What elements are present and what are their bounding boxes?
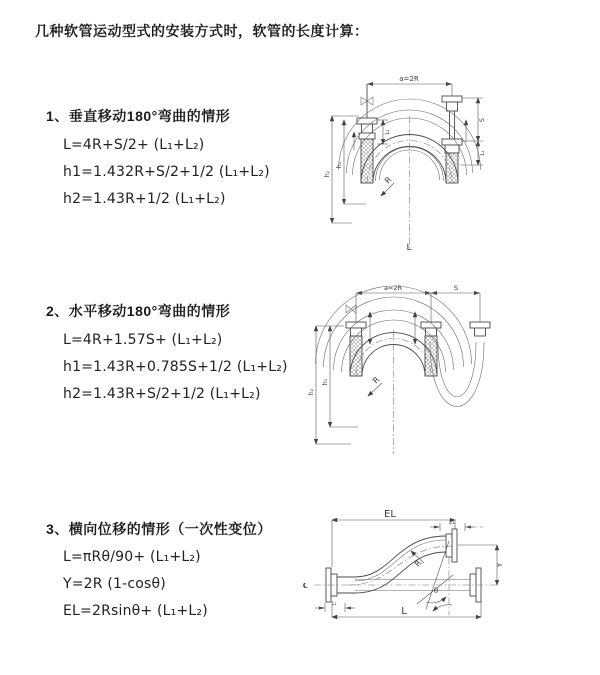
section1-formula-L: L=4R+S/2+ (L₁+L₂) bbox=[63, 137, 205, 153]
dim-label-radius: R bbox=[383, 175, 394, 186]
section2-formula-h2: h2=1.43R+S/2+1/2 (L₁+L₂) bbox=[63, 386, 261, 402]
dim-label-l1-right: L₁ bbox=[480, 150, 486, 156]
dim-label-h2: h₂ bbox=[308, 388, 315, 396]
dim-label-el: EL bbox=[384, 509, 396, 520]
section2-formula-L: L=4R+1.57S+ (L₁+L₂) bbox=[63, 332, 223, 348]
diagram-lateral-displacement bbox=[300, 505, 600, 645]
section1-heading: 1、垂直移动180°弯曲的情形 bbox=[46, 108, 231, 124]
dim-label-length: L bbox=[406, 243, 412, 253]
dim-label-theta: θ bbox=[433, 587, 439, 595]
dim-label-h1: h₁ bbox=[336, 161, 343, 169]
dim-label-s: S bbox=[478, 117, 486, 123]
section2-heading: 2、水平移动180°弯曲的情形 bbox=[46, 303, 231, 319]
section3-heading: 3、横向位移的情形（一次性变位） bbox=[46, 521, 272, 537]
dim-label-s: S bbox=[453, 284, 459, 292]
dim-label-l1-top: L₁ bbox=[449, 519, 455, 526]
braided-hose-section bbox=[350, 336, 362, 376]
braided-hose-section bbox=[361, 139, 373, 183]
braided-hose-section bbox=[425, 336, 437, 376]
section1-formula-h2: h2=1.43R+1/2 (L₁+L₂) bbox=[63, 191, 226, 207]
dim-label-a2r: a=2R bbox=[383, 284, 403, 292]
section3-formula-L: L=πRθ/90+ (L₁+L₂) bbox=[63, 549, 201, 565]
section3-formula-Y: Y=2R (1-cosθ) bbox=[63, 576, 166, 592]
diagram-vertical-180-bend bbox=[310, 70, 575, 260]
dim-label-radius: R bbox=[371, 375, 382, 386]
dim-label-l1-left: L₁ bbox=[331, 601, 337, 607]
diagram-horizontal-180-bend bbox=[306, 282, 576, 467]
centerline-symbol: ℄ bbox=[303, 582, 308, 590]
section1-formula-h1: h1=1.432R+S/2+1/2 (L₁+L₂) bbox=[63, 164, 270, 180]
section3-formula-EL: EL=2Rsinθ+ (L₁+L₂) bbox=[63, 603, 208, 619]
dim-label-l1-left: L₁ bbox=[385, 129, 391, 135]
dim-label-length: L bbox=[401, 606, 407, 617]
dim-label-radius: R bbox=[412, 558, 424, 569]
dim-label-h1: h₁ bbox=[322, 378, 329, 386]
dim-label-y: Y bbox=[496, 562, 504, 568]
page-title: 几种软管运动型式的安装方式时，软管的长度计算： bbox=[35, 23, 369, 39]
dim-label-h2: h₂ bbox=[324, 170, 331, 178]
section2-formula-h1: h1=1.43R+0.785S+1/2 (L₁+L₂) bbox=[63, 359, 288, 375]
dim-label-a2r: a=2R bbox=[399, 75, 419, 83]
